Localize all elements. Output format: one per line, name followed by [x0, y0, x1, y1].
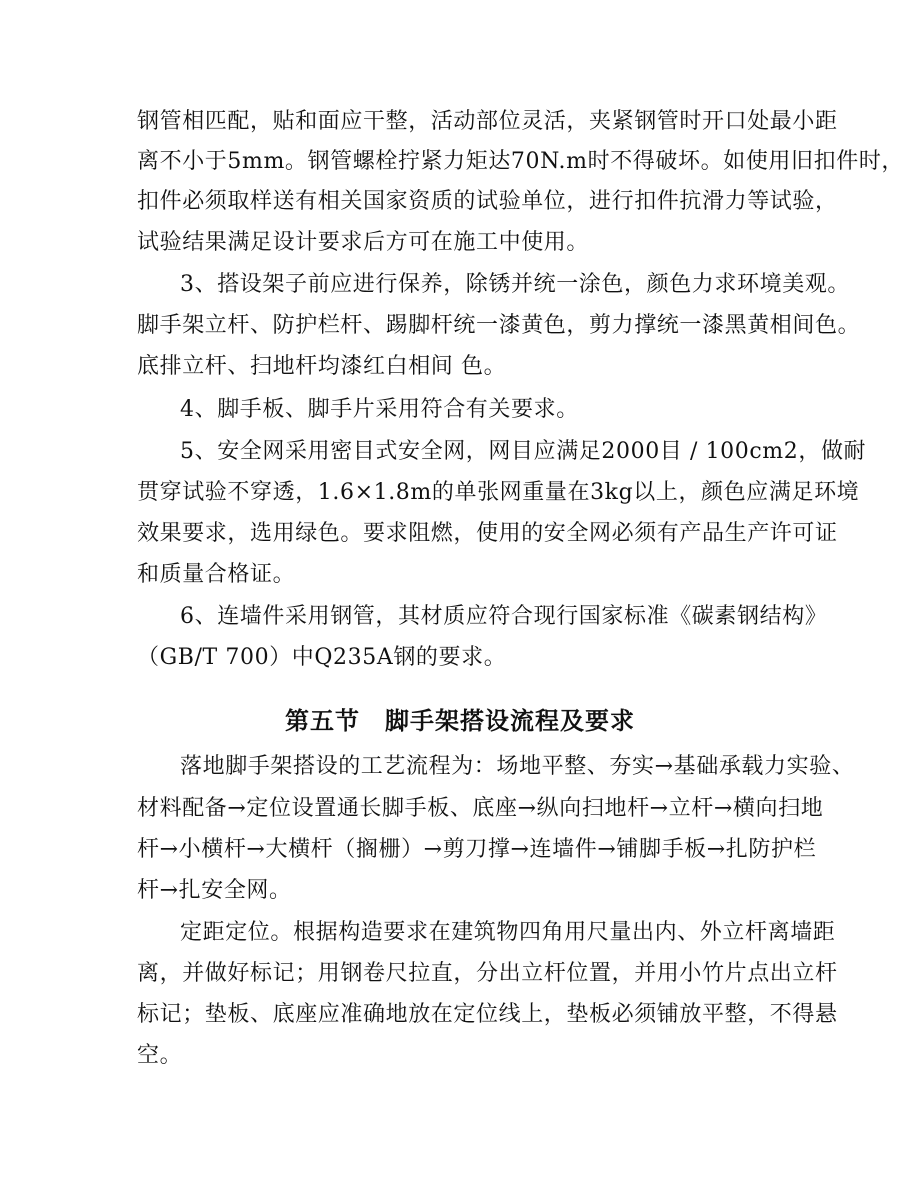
paragraph-line: 3、搭设架子前应进行保养，除锈并统一涂色，颜色力求环境美观。 [180, 272, 850, 297]
paragraph-line: 钢管相匹配，贴和面应干整，活动部位灵活，夹紧钢管时开口处最小距 [137, 109, 838, 134]
paragraph-line: 和质量合格证。 [137, 562, 296, 587]
paragraph-line: 离，并做好标记；用钢卷尺拉直，分出立杆位置，并用小竹片点出立杆 [137, 961, 838, 986]
paragraph-line: 空。 [137, 1043, 183, 1068]
paragraph-line: 材料配备→定位设置通长脚手板、底座→纵向扫地杆→立杆→横向扫地 [137, 796, 824, 821]
paragraph-line: 试验结果满足设计要求后方可在施工中使用。 [137, 230, 590, 255]
paragraph-line: 扣件必须取样送有相关国家资质的试验单位，进行扣件抗滑力等试验， [137, 189, 838, 214]
paragraph-line: 落地脚手架搭设的工艺流程为：场地平整、夯实→基础承载力实验、 [180, 754, 855, 779]
paragraph-line: 5、安全网采用密目式安全网，网目应满足2000目 / 100cm2，做耐 [180, 439, 867, 464]
paragraph-line: 6、连墙件采用钢管，其材质应符合现行国家标准《碳素钢结构》 [180, 604, 828, 629]
paragraph-line: 定距定位。根据构造要求在建筑物四角用尺量出内、外立杆离墙距 [180, 920, 836, 945]
paragraph-line: 杆→扎安全网。 [137, 878, 292, 903]
paragraph-line: 杆→小横杆→大横杆（搁栅）→剪刀撑→连墙件→铺脚手板→扎防护栏 [137, 837, 817, 862]
paragraph-line: （GB/T 700）中Q235A钢的要求。 [137, 645, 507, 670]
paragraph-line: 4、脚手板、脚手片采用符合有关要求。 [180, 397, 579, 422]
paragraph-line: 底排立杆、扫地杆均漆红白相间 色。 [137, 354, 507, 379]
paragraph-line: 标记；垫板、底座应准确地放在定位线上，垫板必须铺放平整，不得悬 [137, 1002, 838, 1027]
paragraph-line: 效果要求，选用绿色。要求阻燃，使用的安全网必须有产品生产许可证 [137, 521, 838, 546]
section-heading: 第五节 脚手架搭设流程及要求 [285, 707, 635, 735]
paragraph-line: 贯穿试验不穿透，1.6×1.8m的单张网重量在3kg以上，颜色应满足环境 [137, 480, 860, 505]
paragraph-line: 脚手架立杆、防护栏杆、踢脚杆统一漆黄色，剪力撑统一漆黑黄相间色。 [137, 313, 861, 338]
paragraph-line: 离不小于5mm。钢管螺栓拧紧力矩达70N.m时不得破坏。如使用旧扣件时， [137, 149, 905, 174]
